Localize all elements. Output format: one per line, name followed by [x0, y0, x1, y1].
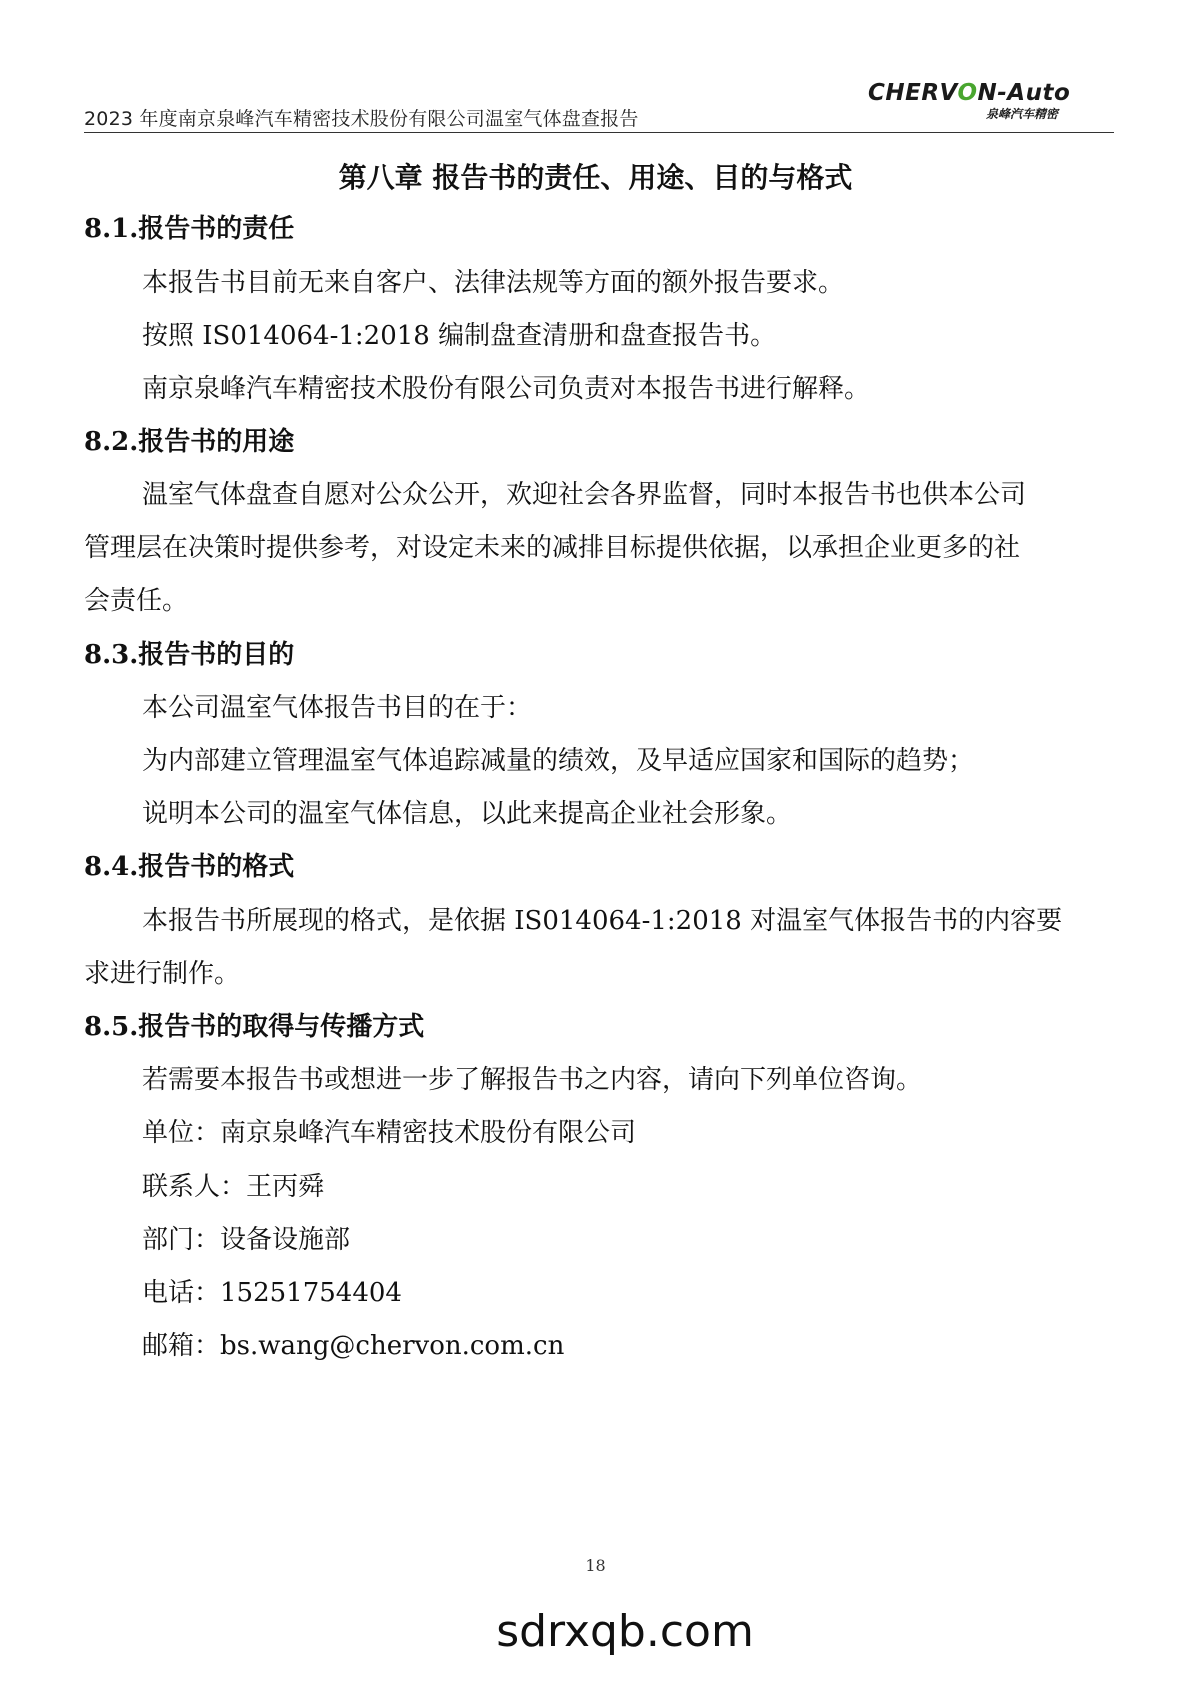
site-watermark: sdrxqb.com	[496, 1606, 754, 1657]
paragraph-line: 本公司温室气体报告书目的在于：	[142, 693, 533, 723]
paragraph-line: 南京泉峰汽车精密技术股份有限公司负责对本报告书进行解释。	[142, 374, 871, 404]
paragraph-line: 说明本公司的温室气体信息，以此来提高企业社会形象。	[142, 799, 793, 829]
header-title: 2023 年度南京泉峰汽车精密技术股份有限公司温室气体盘查报告	[84, 108, 639, 130]
paragraph-line: 本报告书所展现的格式，是依据 IS014064-1:2018 对温室气体报告书的内容要	[142, 906, 1063, 936]
contact-unit: 单位：南京泉峰汽车精密技术股份有限公司	[142, 1118, 637, 1148]
paragraph-line: 为内部建立管理温室气体追踪减量的绩效，及早适应国家和国际的趋势；	[142, 746, 975, 776]
section-heading-8-2: 8.2.报告书的用途	[84, 427, 295, 457]
section-heading-8-4: 8.4.报告书的格式	[84, 852, 295, 882]
contact-department: 部门：设备设施部	[142, 1225, 351, 1255]
paragraph-line: 求进行制作。	[84, 959, 241, 989]
logo-subtitle: 泉峰汽车精密	[985, 107, 1058, 121]
header-divider	[84, 132, 1114, 133]
section-heading-8-5: 8.5.报告书的取得与传播方式	[84, 1012, 425, 1042]
logo-wordmark: CHERVON-Auto	[868, 80, 1071, 106]
contact-email: 邮箱：bs.wang@chervon.com.cn	[142, 1331, 565, 1361]
page-number: 18	[585, 1556, 606, 1575]
paragraph-line: 管理层在决策时提供参考，对设定未来的减排目标提供依据，以承担企业更多的社	[84, 533, 1021, 563]
chervon-auto-logo	[868, 80, 1071, 128]
contact-phone: 电话：15251754404	[142, 1278, 402, 1308]
section-heading-8-1: 8.1.报告书的责任	[84, 214, 295, 244]
chapter-title: 第八章 报告书的责任、用途、目的与格式	[338, 161, 853, 194]
paragraph-line: 会责任。	[84, 586, 189, 616]
paragraph-line: 本报告书目前无来自客户、法律法规等方面的额外报告要求。	[142, 268, 845, 298]
paragraph-line: 温室气体盘查自愿对公众公开，欢迎社会各界监督，同时本报告书也供本公司	[142, 480, 1027, 510]
paragraph-line: 若需要本报告书或想进一步了解报告书之内容，请向下列单位咨询。	[142, 1065, 923, 1095]
section-heading-8-3: 8.3.报告书的目的	[84, 640, 295, 670]
paragraph-line: 按照 IS014064-1:2018 编制盘查清册和盘查报告书。	[142, 321, 777, 351]
contact-person: 联系人：王丙舜	[142, 1172, 325, 1202]
